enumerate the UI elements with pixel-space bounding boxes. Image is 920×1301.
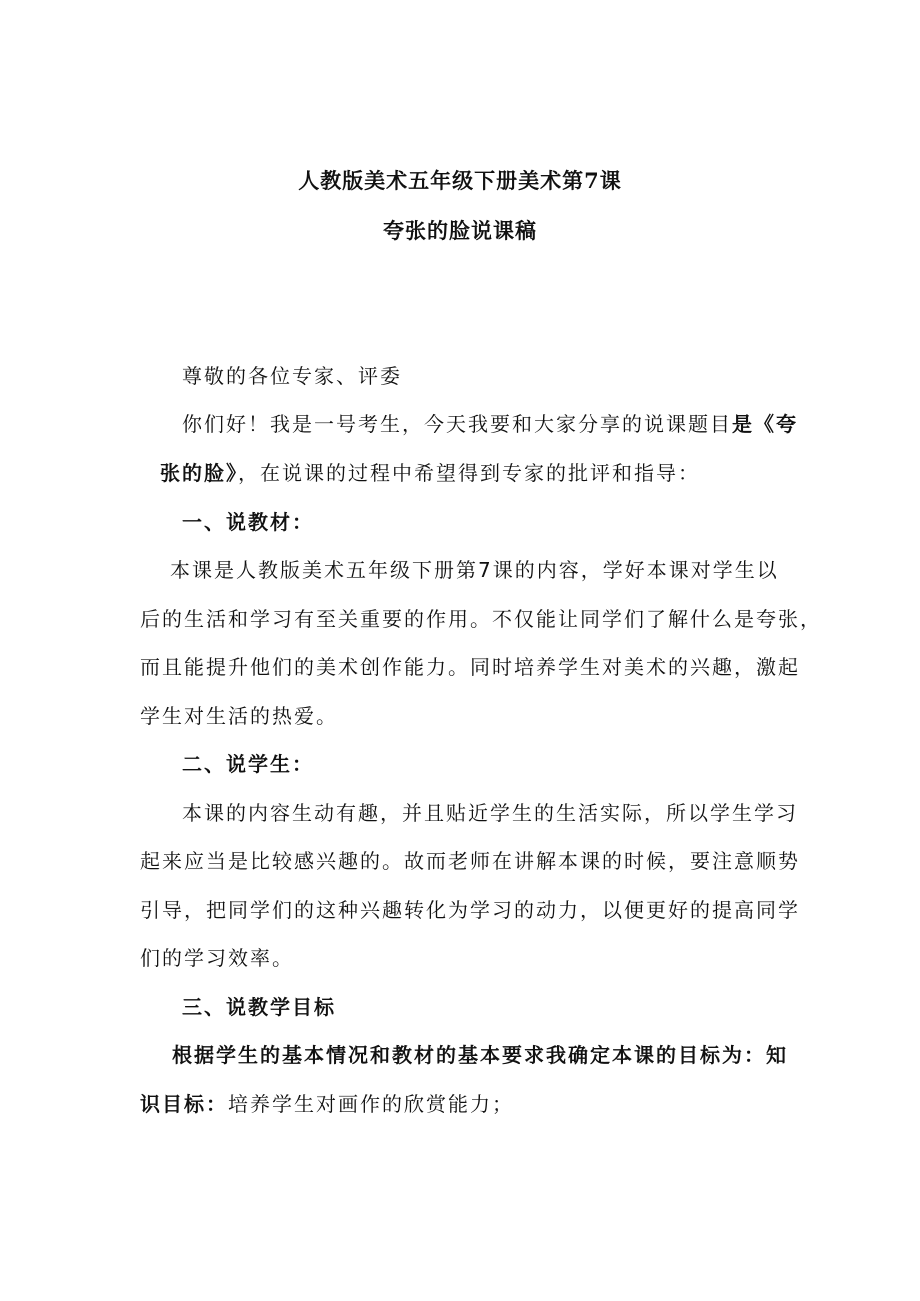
document-title: 人教版美术五年级下册美术第7课: [298, 168, 622, 193]
section-heading-3: 三、说教学目标: [182, 995, 336, 1019]
section-heading-1: 一、说教材：: [182, 510, 314, 534]
section1-line: 后的生活和学习有至关重要的作用。不仅能让同学们了解什么是夸张，: [140, 607, 822, 631]
section1-line: 学生对生活的热爱。: [140, 704, 338, 728]
greeting: 尊敬的各位专家、评委: [182, 364, 402, 388]
section2-line: 本课的内容生动有趣，并且贴近学生的生活实际，所以学生学习: [182, 801, 798, 825]
knowledge-goal-label: 识目标：: [140, 1092, 228, 1116]
section1-line: 本课是人教版美术五年级下册第7课的内容，学好本课对学生以: [170, 558, 779, 582]
intro-text: 你们好！我是一号考生，今天我要和大家分享的说课题目: [182, 412, 732, 436]
knowledge-goal-text: 培养学生对画作的欣赏能力；: [228, 1092, 514, 1116]
section-heading-2: 二、说学生：: [182, 752, 314, 776]
section2-line: 们的学习效率。: [140, 946, 294, 970]
section3-line: 根据学生的基本情况和教材的基本要求我确定本课的目标为：知: [172, 1043, 788, 1067]
intro-title-start: 是《夸: [732, 412, 798, 436]
document-subtitle: 夸张的脸说课稿: [383, 218, 537, 243]
section3-line-2: [140, 1089, 514, 1119]
intro-line-2: [160, 458, 700, 488]
intro-text-end: ，在说课的过程中希望得到专家的批评和指导：: [238, 461, 700, 485]
section2-line: 引导，把同学们的这种兴趣转化为学习的动力，以便更好的提高同学: [140, 898, 800, 922]
intro-line-1: [182, 409, 798, 439]
section1-line: 而且能提升他们的美术创作能力。同时培养学生对美术的兴趣，激起: [140, 655, 800, 679]
section2-line: 起来应当是比较感兴趣的。故而老师在讲解本课的时候，要注意顺势: [140, 849, 800, 873]
intro-title-end: 张的脸》: [160, 461, 238, 485]
